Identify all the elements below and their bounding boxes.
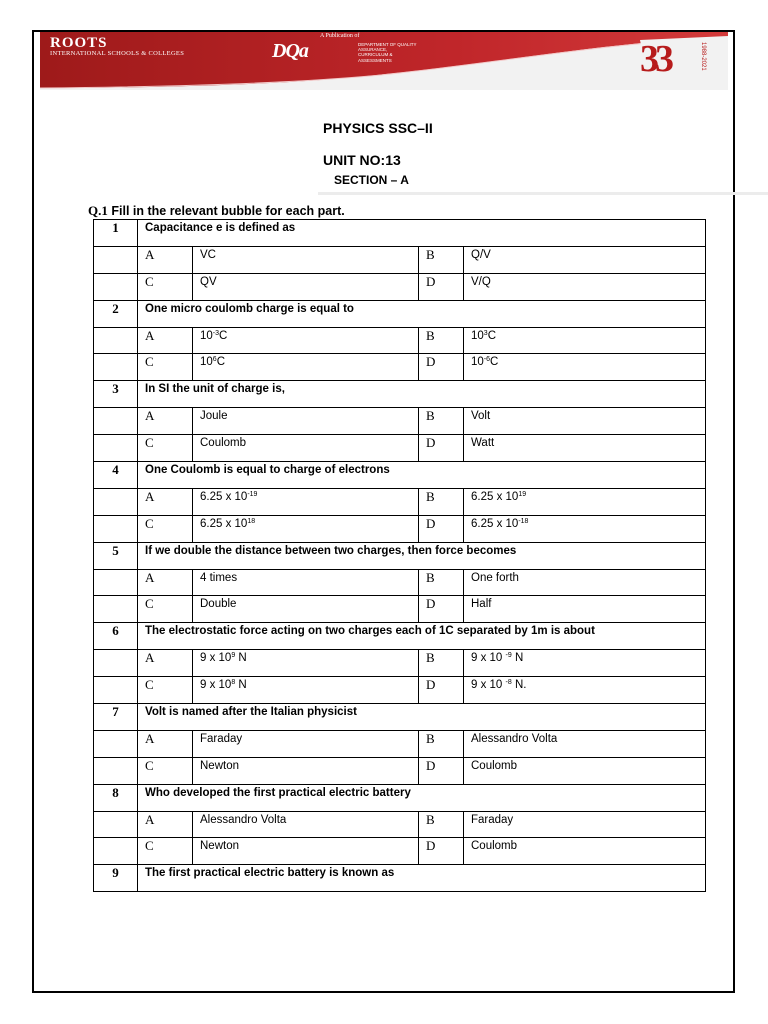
option-value: Volt xyxy=(471,410,491,423)
option-unit: N xyxy=(235,679,247,692)
option-row xyxy=(94,515,706,542)
option-letter: D xyxy=(419,757,464,784)
option-text xyxy=(193,811,419,838)
question-number: 1 xyxy=(94,220,138,247)
option-spacer xyxy=(94,650,138,677)
option-value: Joule xyxy=(200,410,228,423)
option-letter: B xyxy=(419,327,464,354)
question-row xyxy=(94,704,706,731)
option-letter: A xyxy=(138,488,193,515)
option-exponent: 18 xyxy=(247,517,256,525)
option-letter: B xyxy=(419,650,464,677)
option-text xyxy=(193,730,419,757)
question-number: 4 xyxy=(94,462,138,489)
option-value: Newton xyxy=(200,759,239,772)
option-value: QV xyxy=(200,275,217,288)
option-value: 6.25 x 10 xyxy=(200,517,248,530)
option-letter: A xyxy=(138,730,193,757)
option-letter: C xyxy=(138,515,193,542)
question-heading-number: Q.1 xyxy=(88,203,108,218)
publisher-description: DEPARTMENT OF QUALITY ASSURANCE, CURRICULUM & ASSESSMENTS xyxy=(358,42,417,63)
question-stem: One Coulomb is equal to charge of electrons xyxy=(138,462,706,489)
question-number: 2 xyxy=(94,300,138,327)
question-stem: The electrostatic force acting on two charges each of 1C separated by 1m is about xyxy=(138,623,706,650)
option-text xyxy=(193,246,419,273)
question-row xyxy=(94,865,706,892)
option-letter: C xyxy=(138,677,193,704)
option-text xyxy=(464,408,706,435)
option-spacer xyxy=(94,677,138,704)
option-letter: A xyxy=(138,246,193,273)
option-value: Double xyxy=(200,598,237,611)
school-name: ROOTS xyxy=(50,35,108,51)
option-spacer xyxy=(94,354,138,381)
publication-line: A Publication of xyxy=(320,33,360,39)
option-row xyxy=(94,757,706,784)
option-value: Faraday xyxy=(471,813,514,826)
option-letter: D xyxy=(419,515,464,542)
option-value: 4 times xyxy=(200,571,238,584)
option-letter: B xyxy=(419,488,464,515)
unit-title: UNIT NO:13 xyxy=(323,152,401,168)
option-text xyxy=(464,596,706,623)
question-stem: In SI the unit of charge is, xyxy=(138,381,706,408)
question-stem: Volt is named after the Italian physicist xyxy=(138,704,706,731)
option-text xyxy=(193,515,419,542)
option-row xyxy=(94,811,706,838)
option-value: 6.25 x 10 xyxy=(471,517,519,530)
option-value: 10 xyxy=(200,329,213,342)
option-value: 9 x 10 xyxy=(200,679,232,692)
option-row xyxy=(94,838,706,865)
option-letter: C xyxy=(138,757,193,784)
mcq-body xyxy=(94,220,706,892)
option-text xyxy=(193,596,419,623)
option-letter: B xyxy=(419,408,464,435)
question-row xyxy=(94,623,706,650)
question-row xyxy=(94,784,706,811)
option-spacer xyxy=(94,596,138,623)
option-letter: A xyxy=(138,569,193,596)
option-letter: C xyxy=(138,596,193,623)
question-number: 7 xyxy=(94,704,138,731)
option-row xyxy=(94,408,706,435)
option-value: Faraday xyxy=(200,732,243,745)
option-text xyxy=(464,757,706,784)
option-text xyxy=(193,354,419,381)
option-value: Alessandro Volta xyxy=(471,732,558,745)
anniversary-number: 33 xyxy=(640,38,670,80)
option-letter: D xyxy=(419,838,464,865)
option-spacer xyxy=(94,327,138,354)
option-text xyxy=(464,650,706,677)
option-unit: C xyxy=(216,356,226,369)
option-letter: A xyxy=(138,327,193,354)
question-number: 6 xyxy=(94,623,138,650)
option-spacer xyxy=(94,730,138,757)
option-text xyxy=(464,354,706,381)
option-text xyxy=(464,273,706,300)
option-value: Coulomb xyxy=(200,437,247,450)
option-letter: C xyxy=(138,273,193,300)
option-letter: D xyxy=(419,354,464,381)
option-row xyxy=(94,327,706,354)
option-spacer xyxy=(94,757,138,784)
option-value: 9 x 10 xyxy=(200,652,232,665)
question-row xyxy=(94,462,706,489)
option-text xyxy=(193,569,419,596)
option-spacer xyxy=(94,569,138,596)
option-value: V/Q xyxy=(471,275,491,288)
option-value: One forth xyxy=(471,571,519,584)
option-value: Q/V xyxy=(471,248,491,261)
option-spacer xyxy=(94,408,138,435)
option-text xyxy=(464,488,706,515)
option-unit: N xyxy=(235,652,247,665)
question-heading-text: Fill in the relevant bubble for each part. xyxy=(111,204,345,218)
option-value: 9 x 10 xyxy=(471,679,506,692)
publisher-logo: DQa xyxy=(272,40,308,62)
question-heading xyxy=(88,203,345,219)
option-unit: C xyxy=(487,329,497,342)
question-row xyxy=(94,542,706,569)
option-text xyxy=(193,757,419,784)
option-text xyxy=(464,569,706,596)
question-stem: The first practical electric battery is known as xyxy=(138,865,706,892)
section-title: SECTION – A xyxy=(334,173,409,187)
option-unit: C xyxy=(219,329,228,342)
option-row xyxy=(94,435,706,462)
school-subtitle: INTERNATIONAL SCHOOLS & COLLEGES xyxy=(50,50,185,57)
option-letter: A xyxy=(138,650,193,677)
option-letter: A xyxy=(138,811,193,838)
option-row xyxy=(94,488,706,515)
school-logo xyxy=(50,36,184,58)
option-unit: C xyxy=(490,356,499,369)
question-stem: Capacitance e is defined as xyxy=(138,220,706,247)
option-letter: B xyxy=(419,569,464,596)
option-letter: D xyxy=(419,273,464,300)
option-row xyxy=(94,730,706,757)
option-spacer xyxy=(94,838,138,865)
option-letter: C xyxy=(138,838,193,865)
option-exponent: -6 xyxy=(483,356,491,364)
divider xyxy=(318,192,768,195)
option-text xyxy=(193,435,419,462)
question-row xyxy=(94,381,706,408)
option-letter: C xyxy=(138,435,193,462)
option-letter: B xyxy=(419,811,464,838)
option-exponent: -19 xyxy=(247,490,258,498)
question-stem: One micro coulomb charge is equal to xyxy=(138,300,706,327)
option-row xyxy=(94,246,706,273)
option-row xyxy=(94,273,706,300)
option-text xyxy=(193,408,419,435)
option-exponent: 19 xyxy=(518,490,527,498)
option-row xyxy=(94,677,706,704)
option-letter: A xyxy=(138,408,193,435)
option-exponent: 3 xyxy=(483,329,488,337)
option-exponent: -8 xyxy=(505,679,512,687)
option-value: Alessandro Volta xyxy=(200,813,287,826)
option-text xyxy=(464,246,706,273)
question-stem: If we double the distance between two charges, then force becomes xyxy=(138,542,706,569)
option-row xyxy=(94,569,706,596)
option-row xyxy=(94,354,706,381)
option-exponent: 6 xyxy=(212,356,217,364)
option-text xyxy=(193,838,419,865)
option-unit: N xyxy=(511,652,524,665)
option-text xyxy=(193,273,419,300)
option-value: Half xyxy=(471,598,492,611)
mcq-table xyxy=(93,219,706,892)
option-value: 10 xyxy=(471,329,484,342)
option-text xyxy=(193,677,419,704)
option-value: Watt xyxy=(471,437,495,450)
option-text xyxy=(464,730,706,757)
option-exponent: -9 xyxy=(505,652,512,660)
option-letter: C xyxy=(138,354,193,381)
subject-title: PHYSICS SSC–II xyxy=(323,120,433,136)
option-letter: B xyxy=(419,730,464,757)
question-number: 3 xyxy=(94,381,138,408)
option-value: 6.25 x 10 xyxy=(200,490,248,503)
option-text xyxy=(464,327,706,354)
option-spacer xyxy=(94,435,138,462)
option-value: VC xyxy=(200,248,216,261)
question-stem: Who developed the first practical electric battery xyxy=(138,784,706,811)
question-number: 5 xyxy=(94,542,138,569)
option-letter: D xyxy=(419,677,464,704)
option-text xyxy=(464,811,706,838)
option-exponent: -18 xyxy=(518,517,529,525)
option-spacer xyxy=(94,811,138,838)
option-row xyxy=(94,596,706,623)
option-spacer xyxy=(94,515,138,542)
question-row xyxy=(94,300,706,327)
option-letter: D xyxy=(419,435,464,462)
option-value: Newton xyxy=(200,840,239,853)
option-value: 10 xyxy=(200,356,213,369)
option-text xyxy=(193,488,419,515)
option-spacer xyxy=(94,273,138,300)
option-value: 10 xyxy=(471,356,484,369)
option-value: Coulomb xyxy=(471,759,518,772)
option-text xyxy=(464,515,706,542)
option-exponent: 8 xyxy=(231,679,236,687)
option-letter: B xyxy=(419,246,464,273)
option-text xyxy=(464,435,706,462)
option-value: Coulomb xyxy=(471,840,518,853)
option-exponent: -3 xyxy=(212,329,220,337)
question-number: 8 xyxy=(94,784,138,811)
option-unit: N. xyxy=(511,679,527,692)
option-text xyxy=(464,677,706,704)
option-value: 6.25 x 10 xyxy=(471,490,519,503)
option-letter: D xyxy=(419,596,464,623)
option-text xyxy=(193,327,419,354)
option-spacer xyxy=(94,488,138,515)
option-spacer xyxy=(94,246,138,273)
question-number: 9 xyxy=(94,865,138,892)
option-exponent: 9 xyxy=(231,652,236,660)
option-text xyxy=(464,838,706,865)
option-value: 9 x 10 xyxy=(471,652,506,665)
option-text xyxy=(193,650,419,677)
anniversary-years: 1988-2021 xyxy=(700,42,706,71)
option-row xyxy=(94,650,706,677)
question-row xyxy=(94,220,706,247)
